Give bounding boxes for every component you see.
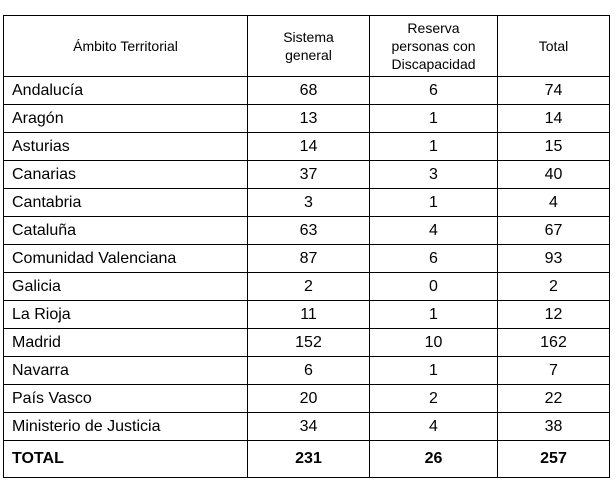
cell-total: 74: [498, 77, 610, 105]
table-row: [4, 357, 610, 385]
cell-total: 162: [498, 329, 610, 357]
cell-total: 38: [498, 413, 610, 441]
cell-reserva: 6: [370, 245, 498, 273]
table-row: [4, 105, 610, 133]
cell-region: Andalucía: [4, 77, 248, 105]
cell-sistema-general: 63: [248, 217, 370, 245]
cell-total: 4: [498, 189, 610, 217]
table-row: [4, 77, 610, 105]
cell-sistema-general: 14: [248, 133, 370, 161]
cell-sistema-general: 68: [248, 77, 370, 105]
cell-sistema-general: 152: [248, 329, 370, 357]
cell-sistema-general: 11: [248, 301, 370, 329]
cell-region: Cataluña: [4, 217, 248, 245]
total-total: 257: [498, 441, 610, 478]
table-row: [4, 161, 610, 189]
cell-total: 22: [498, 385, 610, 413]
cell-total: 40: [498, 161, 610, 189]
cell-region: Canarias: [4, 161, 248, 189]
table-row: [4, 329, 610, 357]
cell-sistema-general: 13: [248, 105, 370, 133]
cell-reserva: 6: [370, 77, 498, 105]
cell-region: Comunidad Valenciana: [4, 245, 248, 273]
header-row: [4, 16, 610, 77]
table-row: [4, 385, 610, 413]
cell-region: Madrid: [4, 329, 248, 357]
table-row: [4, 413, 610, 441]
table-row: [4, 189, 610, 217]
cell-reserva: 1: [370, 133, 498, 161]
total-reserva: 26: [370, 441, 498, 478]
cell-sistema-general: 34: [248, 413, 370, 441]
cell-total: 7: [498, 357, 610, 385]
cell-region: País Vasco: [4, 385, 248, 413]
cell-region: Galicia: [4, 273, 248, 301]
cell-reserva: 1: [370, 105, 498, 133]
header-ambito-territorial: Ámbito Territorial: [4, 16, 248, 77]
cell-sistema-general: 3: [248, 189, 370, 217]
cell-total: 2: [498, 273, 610, 301]
cell-region: La Rioja: [4, 301, 248, 329]
cell-reserva: 4: [370, 413, 498, 441]
cell-region: Cantabria: [4, 189, 248, 217]
cell-reserva: 4: [370, 217, 498, 245]
cell-total: 93: [498, 245, 610, 273]
cell-sistema-general: 2: [248, 273, 370, 301]
cell-region: Aragón: [4, 105, 248, 133]
cell-sistema-general: 20: [248, 385, 370, 413]
table-row: [4, 217, 610, 245]
table-row: [4, 133, 610, 161]
cell-sistema-general: 6: [248, 357, 370, 385]
table-row: [4, 301, 610, 329]
header-total: Total: [498, 16, 610, 77]
cell-reserva: 1: [370, 189, 498, 217]
header-sistema-general: Sistema general: [248, 16, 370, 77]
total-general: 231: [248, 441, 370, 478]
cell-reserva: 1: [370, 357, 498, 385]
plazas-table: [3, 15, 610, 478]
cell-sistema-general: 37: [248, 161, 370, 189]
cell-reserva: 1: [370, 301, 498, 329]
cell-reserva: 2: [370, 385, 498, 413]
cell-total: 15: [498, 133, 610, 161]
cell-region: Navarra: [4, 357, 248, 385]
cell-total: 14: [498, 105, 610, 133]
cell-reserva: 10: [370, 329, 498, 357]
cell-region: Ministerio de Justicia: [4, 413, 248, 441]
total-label: TOTAL: [4, 441, 248, 478]
table-row: [4, 273, 610, 301]
cell-reserva: 0: [370, 273, 498, 301]
table-container: [3, 15, 609, 478]
header-reserva-discapacidad: Reserva personas con Discapacidad: [370, 16, 498, 77]
total-row: [4, 441, 610, 478]
cell-reserva: 3: [370, 161, 498, 189]
cell-sistema-general: 87: [248, 245, 370, 273]
cell-total: 67: [498, 217, 610, 245]
cell-total: 12: [498, 301, 610, 329]
table-row: [4, 245, 610, 273]
cell-region: Asturias: [4, 133, 248, 161]
